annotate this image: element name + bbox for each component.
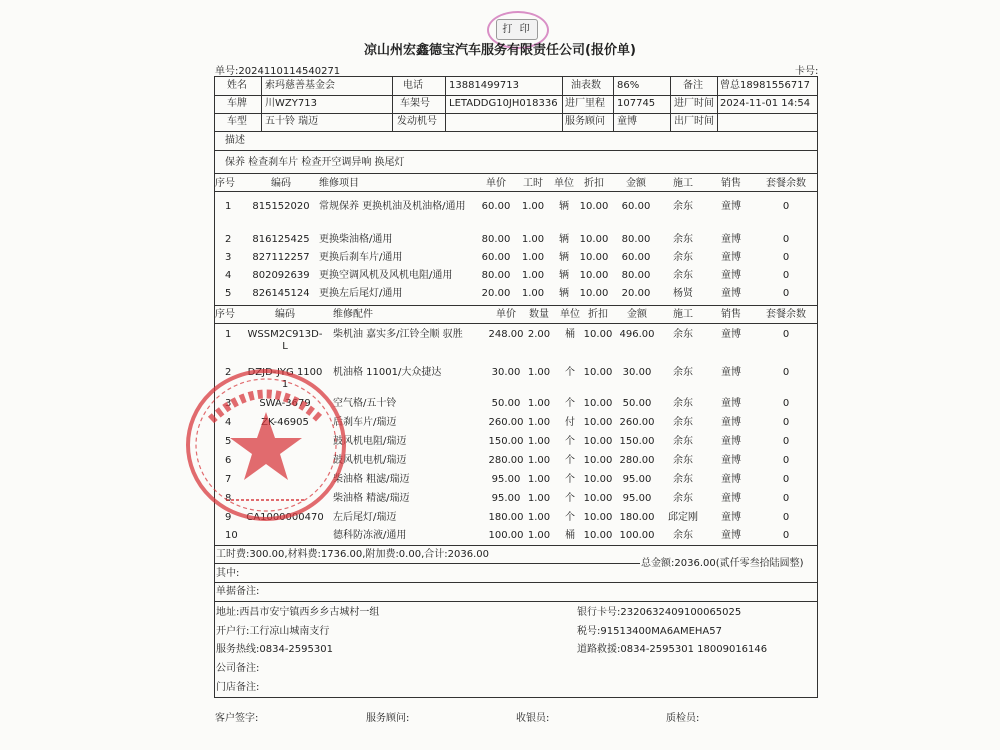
parts-cell-amount: 100.00 (619, 530, 655, 541)
parts-cell-technician: 余东 (673, 329, 693, 340)
parts-cell-amount: 150.00 (619, 436, 655, 447)
parts-cell-amount: 95.00 (622, 474, 652, 485)
card-number-label: 卡号: (795, 66, 819, 77)
parts-cell-package-remaining: 0 (782, 474, 790, 485)
labor-cell-package-remaining: 0 (782, 252, 790, 263)
grand-total: 总金额:2036.00(贰仟零叁拾陆圆整) (641, 558, 804, 569)
parts-cell-quantity: 1.00 (527, 493, 551, 504)
labor-cell-salesperson: 童博 (721, 270, 741, 281)
parts-cell-index: 3 (225, 398, 232, 409)
order-number: 单号:20241101145402​71 (215, 66, 341, 77)
service-advisor-signature-label: 服务顾问: (366, 713, 410, 724)
parts-cell-package-remaining: 0 (782, 398, 790, 409)
parts-cell-index: 4 (225, 417, 232, 428)
road-rescue: 道路救援:0834-2595301 18009016146 (577, 644, 768, 655)
labor-cell-amount: 20.00 (621, 288, 651, 299)
header-package-remaining: 套餐余数 (766, 309, 806, 320)
parts-cell-item: 鼓风机电机/瑞迈 (333, 455, 407, 466)
labor-cell-code: 826145124 (252, 288, 310, 299)
header-quantity: 工时 (523, 178, 543, 189)
parts-cell-salesperson: 童博 (721, 493, 741, 504)
labor-cell-unit: 辆 (559, 270, 569, 281)
labor-cell-code: 815152020 (252, 201, 310, 212)
labor-cell-amount: 80.00 (621, 270, 651, 281)
bank-account: 银行卡号:2320632409100065025 (577, 607, 742, 618)
parts-cell-discount: 10.00 (583, 367, 613, 378)
parts-cell-salesperson: 童博 (721, 455, 741, 466)
parts-cell-item: 空气格/五十铃 (333, 398, 397, 409)
parts-cell-index: 2 (225, 367, 232, 378)
parts-cell-quantity: 1.00 (527, 530, 551, 541)
parts-cell-discount: 10.00 (583, 530, 613, 541)
parts-cell-quantity: 1.00 (527, 417, 551, 428)
labor-cell-item: 更换空调风机及风机电阻/通用 (319, 270, 453, 281)
inspector-signature-label: 质检员: (666, 713, 700, 724)
labor-cell-index: 4 (225, 270, 232, 281)
service-hotline: 服务热线:0834-2595301 (216, 644, 333, 655)
parts-cell-technician: 余东 (673, 367, 693, 378)
parts-cell-amount: 280.00 (619, 455, 655, 466)
other-label: 其中: (216, 568, 240, 579)
vin-value: LETADDG10JH018336 (449, 98, 558, 109)
parts-cell-package-remaining: 0 (782, 455, 790, 466)
header-item: 维修项目 (319, 178, 359, 189)
labor-cell-unit: 辆 (559, 234, 569, 245)
company-seal-stamp (181, 360, 351, 530)
labor-cell-package-remaining: 0 (782, 234, 790, 245)
model-value: 五十铃 瑞迈 (265, 116, 319, 127)
labor-cell-package-remaining: 0 (782, 288, 790, 299)
parts-cell-code: SWA-3679 (259, 398, 311, 409)
header-unit-price: 单价 (496, 309, 516, 320)
parts-cell-unit: 个 (565, 436, 575, 447)
header-index: 序号 (215, 309, 235, 320)
parts-cell-quantity: 1.00 (527, 367, 551, 378)
header-code: 编码 (275, 309, 295, 320)
labor-cell-discount: 10.00 (579, 288, 609, 299)
parts-cell-salesperson: 童博 (721, 417, 741, 428)
parts-cell-package-remaining: 0 (782, 329, 790, 340)
labor-cell-amount: 60.00 (621, 201, 651, 212)
document-remark-label: 单据备注: (216, 586, 260, 597)
advisor-label: 服务顾问 (565, 116, 605, 127)
parts-cell-package-remaining: 0 (782, 367, 790, 378)
parts-cell-package-remaining: 0 (782, 417, 790, 428)
labor-cell-code: 802092639 (252, 270, 310, 281)
parts-cell-quantity: 1.00 (527, 436, 551, 447)
header-technician: 施工 (673, 309, 693, 320)
parts-cell-item: 后刹车片/瑞迈 (333, 417, 397, 428)
labor-cell-package-remaining: 0 (782, 201, 790, 212)
name-label: 姓名 (227, 80, 247, 91)
in-time-value: 2024-11-01 14:54 (720, 98, 811, 109)
parts-cell-discount: 10.00 (583, 493, 613, 504)
labor-cell-index: 3 (225, 252, 232, 263)
parts-cell-index: 1 (225, 329, 232, 340)
header-discount: 折扣 (588, 309, 608, 320)
parts-cell-discount: 10.00 (583, 329, 613, 340)
engine-label: 发动机号 (397, 116, 437, 127)
parts-cell-discount: 10.00 (583, 398, 613, 409)
header-technician: 施工 (673, 178, 693, 189)
parts-cell-unit: 个 (565, 512, 575, 523)
labor-cell-technician: 余东 (673, 270, 693, 281)
parts-cell-salesperson: 童博 (721, 436, 741, 447)
in-time-label: 进厂时间 (674, 98, 714, 109)
tax-number: 税号:91513400MA6AMEHA57 (577, 626, 722, 637)
labor-cell-discount: 10.00 (579, 234, 609, 245)
parts-cell-quantity: 1.00 (527, 512, 551, 523)
header-unit-price: 单价 (486, 178, 506, 189)
labor-cell-unit-price: 80.00 (481, 234, 511, 245)
parts-cell-index: 5 (225, 436, 232, 447)
parts-cell-unit-price: 30.00 (491, 367, 521, 378)
labor-cell-quantity: 1.00 (521, 201, 545, 212)
phone-value: 13881499713 (449, 80, 519, 91)
header-discount: 折扣 (584, 178, 604, 189)
company-remark-label: 公司备注: (216, 663, 260, 674)
header-salesperson: 销售 (721, 178, 741, 189)
parts-cell-item: 德科防冻液/通用 (333, 530, 407, 541)
parts-cell-index: 10 (225, 530, 238, 541)
labor-cell-technician: 余东 (673, 234, 693, 245)
labor-cell-quantity: 1.00 (521, 270, 545, 281)
parts-cell-amount: 260.00 (619, 417, 655, 428)
parts-cell-discount: 10.00 (583, 474, 613, 485)
parts-cell-salesperson: 童博 (721, 474, 741, 485)
remark-label: 备注 (683, 80, 703, 91)
labor-cell-technician: 余东 (673, 252, 693, 263)
labor-cell-index: 1 (225, 201, 232, 212)
parts-cell-quantity: 1.00 (527, 455, 551, 466)
labor-cell-package-remaining: 0 (782, 270, 790, 281)
labor-cell-technician: 杨贤 (673, 288, 693, 299)
parts-cell-code: CA1000000470 (246, 512, 324, 523)
description-label: 描述 (225, 135, 245, 146)
labor-cell-salesperson: 童博 (721, 252, 741, 263)
parts-cell-index: 6 (225, 455, 232, 466)
labor-cell-quantity: 1.00 (521, 288, 545, 299)
parts-cell-unit-price: 260.00 (488, 417, 524, 428)
parts-cell-salesperson: 童博 (721, 530, 741, 541)
parts-cell-unit: 个 (565, 493, 575, 504)
labor-cell-salesperson: 童博 (721, 234, 741, 245)
parts-cell-salesperson: 童博 (721, 367, 741, 378)
mileage-value: 107745 (617, 98, 656, 109)
cashier-signature-label: 收银员: (516, 713, 550, 724)
labor-cell-unit-price: 60.00 (481, 252, 511, 263)
parts-cell-unit-price: 150.00 (488, 436, 524, 447)
parts-cell-unit-price: 280.00 (488, 455, 524, 466)
parts-cell-amount: 30.00 (622, 367, 652, 378)
parts-cell-technician: 邱定刚 (668, 512, 698, 523)
labor-cell-item: 更换柴油格/通用 (319, 234, 393, 245)
parts-cell-salesperson: 童博 (721, 329, 741, 340)
parts-cell-amount: 95.00 (622, 493, 652, 504)
header-package-remaining: 套餐余数 (766, 178, 806, 189)
parts-cell-unit-price: 248.00 (488, 329, 524, 340)
advisor-value: 童博 (617, 116, 637, 127)
labor-cell-item: 更换左后尾灯/通用 (319, 288, 403, 299)
parts-cell-unit: 个 (565, 455, 575, 466)
parts-cell-unit-price: 95.00 (491, 474, 521, 485)
parts-cell-unit: 付 (565, 417, 575, 428)
parts-cell-item: 柴油格 粗滤/瑞迈 (333, 474, 410, 485)
parts-cell-item: 鼓风机电阻/瑞迈 (333, 436, 407, 447)
parts-cell-amount: 180.00 (619, 512, 655, 523)
header-quantity: 数量 (529, 309, 549, 320)
labor-cell-unit: 辆 (559, 201, 569, 212)
store-remark-label: 门店备注: (216, 682, 260, 693)
labor-cell-discount: 10.00 (579, 201, 609, 212)
parts-cell-item: 机油格 11001/大众捷达 (333, 367, 442, 378)
out-time-label: 出厂时间 (674, 116, 714, 127)
parts-cell-amount: 50.00 (622, 398, 652, 409)
labor-cell-item: 更换后刹车片/通用 (319, 252, 403, 263)
fuel-label: 油表数 (571, 80, 601, 91)
header-salesperson: 销售 (721, 309, 741, 320)
parts-cell-technician: 余东 (673, 455, 693, 466)
parts-cell-package-remaining: 0 (782, 493, 790, 504)
vin-label: 车架号 (400, 98, 430, 109)
labor-cell-index: 5 (225, 288, 232, 299)
company-address: 地址:西昌市安宁镇西乡乡古城村一组 (216, 607, 380, 618)
header-amount: 金额 (627, 309, 647, 320)
labor-cell-technician: 余东 (673, 201, 693, 212)
parts-cell-discount: 10.00 (583, 417, 613, 428)
header-amount: 金额 (626, 178, 646, 189)
parts-cell-technician: 余东 (673, 398, 693, 409)
print-button[interactable]: 打 印 (496, 19, 538, 40)
parts-cell-code: ZK-46905 (261, 417, 309, 428)
parts-cell-discount: 10.00 (583, 455, 613, 466)
header-index: 序号 (215, 178, 235, 189)
header-item: 维修配件 (333, 309, 373, 320)
parts-cell-quantity: 2.00 (527, 329, 551, 340)
parts-cell-unit: 个 (565, 367, 575, 378)
parts-cell-index: 7 (225, 474, 232, 485)
parts-cell-code: DZJD-JYG 11001 (247, 367, 323, 390)
parts-cell-unit-price: 50.00 (491, 398, 521, 409)
parts-cell-package-remaining: 0 (782, 436, 790, 447)
labor-cell-salesperson: 童博 (721, 201, 741, 212)
parts-cell-salesperson: 童博 (721, 512, 741, 523)
labor-cell-unit-price: 60.00 (481, 201, 511, 212)
remark-value: 曾总18981556717 (720, 80, 810, 91)
parts-cell-item: 柴油格 精滤/瑞迈 (333, 493, 410, 504)
parts-cell-code: WSSM2C913D-L (247, 329, 323, 352)
labor-cell-salesperson: 童博 (721, 288, 741, 299)
parts-cell-unit-price: 180.00 (488, 512, 524, 523)
parts-cell-technician: 余东 (673, 493, 693, 504)
labor-cell-quantity: 1.00 (521, 252, 545, 263)
parts-cell-unit: 个 (565, 474, 575, 485)
parts-cell-unit: 桶 (565, 329, 575, 340)
labor-cell-unit: 辆 (559, 288, 569, 299)
parts-cell-unit: 个 (565, 398, 575, 409)
header-unit: 单位 (554, 178, 574, 189)
customer-signature-label: 客户签字: (215, 713, 259, 724)
fees-summary: 工时费:300.00,材料费:1736.00,附加费:0.00,合计:2036.00 (216, 549, 489, 560)
model-label: 车型 (227, 116, 247, 127)
header-code: 编码 (271, 178, 291, 189)
labor-cell-discount: 10.00 (579, 270, 609, 281)
description-text: 保养 检查刹车片 检查开空调异响 换尾灯 (225, 157, 405, 168)
labor-cell-amount: 80.00 (621, 234, 651, 245)
labor-cell-item: 常规保养 更换机油及机油格/通用 (319, 201, 466, 212)
labor-cell-amount: 60.00 (621, 252, 651, 263)
parts-cell-amount: 496.00 (619, 329, 655, 340)
phone-label: 电话 (403, 80, 423, 91)
labor-cell-code: 827112257 (252, 252, 310, 263)
labor-cell-code: 816125425 (252, 234, 310, 245)
parts-cell-technician: 余东 (673, 436, 693, 447)
labor-cell-discount: 10.00 (579, 252, 609, 263)
labor-cell-quantity: 1.00 (521, 234, 545, 245)
parts-cell-quantity: 1.00 (527, 398, 551, 409)
fuel-value: 86% (617, 80, 640, 91)
mileage-label: 进厂里程 (565, 98, 605, 109)
parts-cell-unit: 桶 (565, 530, 575, 541)
parts-cell-index: 9 (225, 512, 232, 523)
parts-cell-item: 柴机油 嘉实多/江铃全顺 驭胜 (333, 329, 463, 340)
parts-cell-unit-price: 95.00 (491, 493, 521, 504)
parts-cell-technician: 余东 (673, 417, 693, 428)
plate-value: 川WZY713 (265, 98, 317, 109)
parts-cell-unit-price: 100.00 (488, 530, 524, 541)
plate-label: 车牌 (227, 98, 247, 109)
customer-name: 索玛慈善基金会 (265, 80, 335, 91)
labor-cell-index: 2 (225, 234, 232, 245)
labor-cell-unit: 辆 (559, 252, 569, 263)
parts-cell-technician: 余东 (673, 474, 693, 485)
parts-cell-discount: 10.00 (583, 436, 613, 447)
parts-cell-index: 8 (225, 493, 232, 504)
company-bank: 开户行:工行凉山城南支行 (216, 626, 330, 637)
parts-cell-discount: 10.00 (583, 512, 613, 523)
parts-cell-technician: 余东 (673, 530, 693, 541)
labor-cell-unit-price: 20.00 (481, 288, 511, 299)
parts-cell-package-remaining: 0 (782, 530, 790, 541)
parts-cell-salesperson: 童博 (721, 398, 741, 409)
document-title: 凉山州宏鑫德宝汽车服务有限责任公司(报价单) (364, 43, 636, 58)
header-unit: 单位 (560, 309, 580, 320)
parts-cell-quantity: 1.00 (527, 474, 551, 485)
parts-cell-item: 左后尾灯/瑞迈 (333, 512, 397, 523)
parts-cell-package-remaining: 0 (782, 512, 790, 523)
labor-cell-unit-price: 80.00 (481, 270, 511, 281)
